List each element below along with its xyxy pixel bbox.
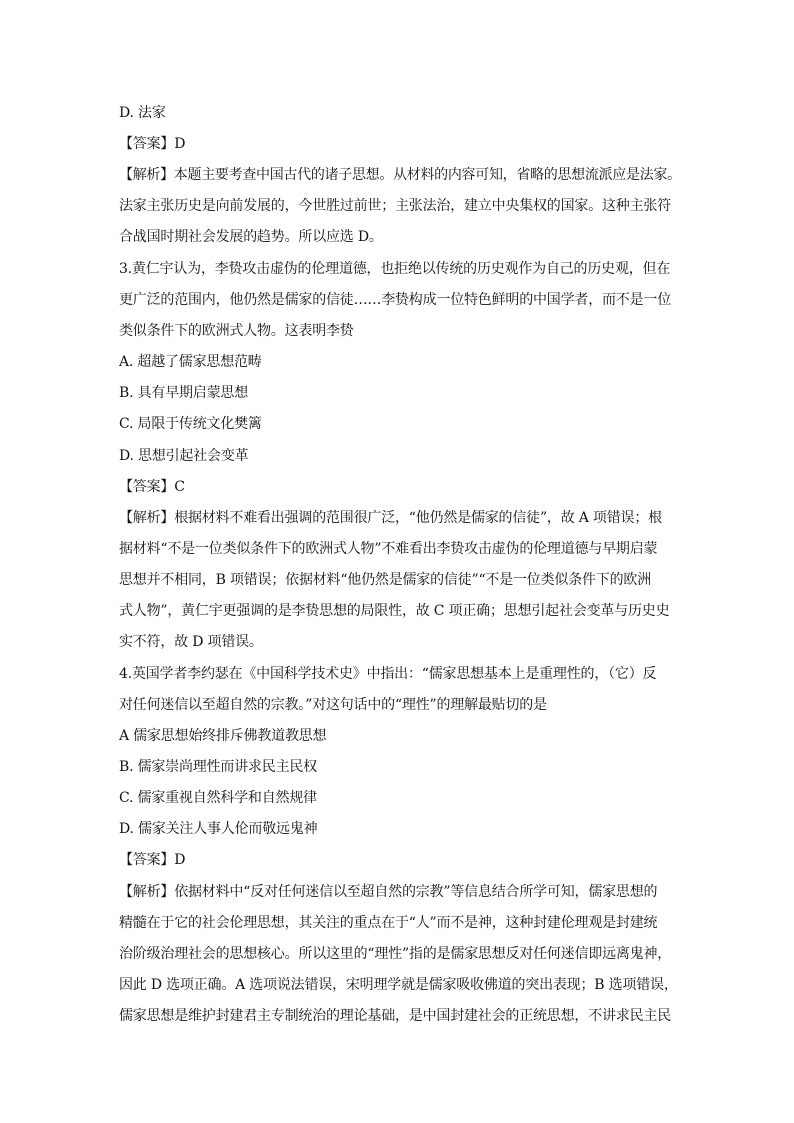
analysis-line: 法家主张历史是向前发展的，今世胜过前世；主张法治，建立中央集权的国家。这种主张符 bbox=[119, 198, 671, 214]
answer-line: 【答案】D bbox=[119, 852, 186, 868]
option-line: D. 思想引起社会变革 bbox=[119, 448, 249, 464]
question-line: 4.英国学者李约瑟在《中国科学技术史》中指出：“儒家思想基本上是重理性的，（它）反 bbox=[119, 666, 657, 682]
option-line: A 儒家思想始终排斥佛教道教思想 bbox=[119, 728, 327, 744]
analysis-line: 【解析】根据材料不难看出强调的范围很广泛，“他仍然是儒家的信徒”，故 A 项错误；根 bbox=[119, 510, 662, 526]
option-line: D. 儒家关注人事人伦而敬远鬼神 bbox=[119, 821, 318, 837]
answer-line: 【答案】C bbox=[119, 479, 185, 495]
analysis-line: 因此 D 选项正确。A 选项说法错误，宋明理学就是儒家吸收佛道的突出表现；B 选项错误， bbox=[119, 977, 678, 993]
analysis-line: 治阶级治理社会的思想核心。所以这里的“理性”指的是儒家思想反对任何迷信即远离鬼神， bbox=[119, 946, 672, 962]
question-line: 更广泛的范围内，他仍然是儒家的信徒……李贽构成一位特色鲜明的中国学者，而不是一位 bbox=[119, 292, 671, 308]
question-line: 类似条件下的欧洲式人物。这表明李贽 bbox=[119, 323, 354, 339]
option-d-line: D. 法家 bbox=[119, 105, 166, 121]
analysis-line: 【解析】本题主要考查中国古代的诸子思想。从材料的内容可知，省略的思想流派应是法家。 bbox=[119, 167, 681, 183]
analysis-line: 【解析】依据材料中“反对任何迷信以至超自然的宗教”等信息结合所学可知，儒家思想的 bbox=[119, 884, 658, 900]
option-line: A. 超越了儒家思想范畴 bbox=[119, 354, 262, 370]
question-line: 3.黄仁宇认为，李贽攻击虚伪的伦理道德，也拒绝以传统的历史观作为自己的历史观，但在 bbox=[119, 261, 671, 277]
analysis-line: 式人物”，黄仁宇更强调的是李贽思想的局限性，故 C 项正确；思想引起社会变革与历史史 bbox=[119, 603, 670, 619]
analysis-line: 合战国时期社会发展的趋势。所以应选 D。 bbox=[119, 229, 383, 245]
option-line: C. 儒家重视自然科学和自然规律 bbox=[119, 790, 317, 806]
option-line: B. 具有早期启蒙思想 bbox=[119, 385, 248, 401]
question-line: 对任何迷信以至超自然的宗教。”对这句话中的“理性”的理解最贴切的是 bbox=[119, 697, 547, 713]
analysis-line: 精髓在于它的社会伦理思想，其关注的重点在于“人”而不是神，这种封建伦理观是封建统 bbox=[119, 915, 658, 931]
answer-line: 【答案】D bbox=[119, 136, 186, 152]
option-line: B. 儒家崇尚理性而讲求民主民权 bbox=[119, 759, 317, 775]
analysis-line: 思想并不相同，B 项错误；依据材料“他仍然是儒家的信徒”“不是一位类似条件下的欧洲 bbox=[119, 572, 652, 588]
analysis-line: 据材料“不是一位类似条件下的欧洲式人物”不难看出李贽攻击虚伪的伦理道德与早期启蒙 bbox=[119, 541, 658, 557]
analysis-line: 儒家思想是维护封建君主专制统治的理论基础，是中国封建社会的正统思想，不讲求民主民 bbox=[119, 1008, 671, 1024]
analysis-line: 实不符，故 D 项错误。 bbox=[119, 634, 263, 650]
option-line: C. 局限于传统文化樊篱 bbox=[119, 416, 262, 432]
